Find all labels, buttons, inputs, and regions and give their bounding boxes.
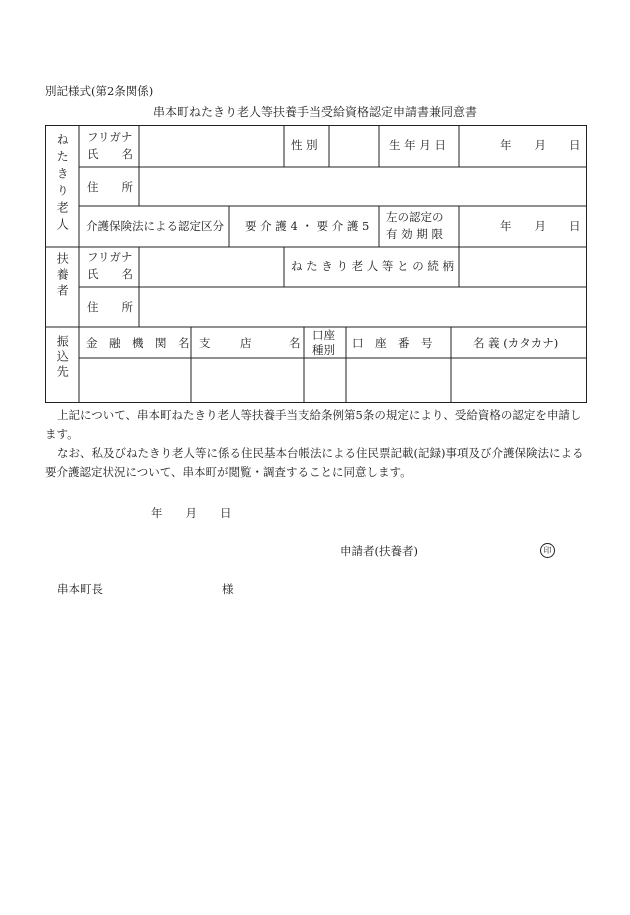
addressee-label: 串本町長 [57, 582, 103, 596]
consent-paragraph: なお、私及びねたきり老人等に係る住民基本台帳法による住民票記載(記録)事項及び介護保険法による要介護認定状況について、串本町が閲覧・調査することに同意します。 [45, 446, 584, 479]
account-type-header-2: 種別 [312, 343, 335, 357]
account-holder-field[interactable] [453, 360, 584, 401]
application-date[interactable]: 年 月 日 [151, 506, 232, 520]
supporter-name-label: 氏 名 [87, 267, 133, 281]
branch-name-field[interactable] [193, 360, 302, 401]
relationship-label: ね た き り 老 人 等 と の 続 柄 [291, 259, 455, 273]
supporter-name-field[interactable] [143, 249, 283, 285]
elderly-name-field[interactable] [143, 128, 283, 165]
account-number-field[interactable] [348, 360, 449, 401]
section-elderly-label: ねたきり老人 [55, 133, 70, 235]
supporter-address-label: 住 所 [87, 300, 133, 314]
branch-header-mid: 店 [240, 336, 252, 350]
birthdate-field[interactable]: 年 月 日 [500, 138, 581, 152]
name-label: 氏 名 [87, 147, 133, 161]
section-supporter-label: 扶養者 [55, 252, 70, 300]
applicant-label: 申請者(扶養者) [340, 544, 418, 558]
branch-header-left: 支 [199, 336, 211, 350]
account-type-header-1: 口座 [312, 328, 335, 342]
care-category-label: 介護保険法による認定区分 [86, 219, 224, 233]
validity-label-line2: 有 効 期 限 [386, 227, 443, 241]
validity-date-field[interactable]: 年 月 日 [500, 219, 581, 233]
bank-name-field[interactable] [81, 360, 189, 401]
supporter-address-field[interactable] [143, 289, 583, 325]
furigana-label: フリガナ [87, 130, 133, 144]
care-level-options[interactable]: 要 介 護 4 ・ 要 介 護 5 [245, 219, 370, 233]
application-table [45, 125, 587, 403]
section-transfer-label: 振込先 [55, 335, 70, 380]
elderly-address-field[interactable] [143, 169, 583, 204]
account-number-header: 口 座 番 号 [352, 336, 433, 350]
relationship-field[interactable] [462, 249, 584, 285]
account-holder-header: 名 義 (カタカナ) [473, 336, 559, 350]
seal-mark: 印 [540, 543, 555, 558]
page-title: 串本町ねたきり老人等扶養手当受給資格認定申請書兼同意書 [152, 105, 477, 119]
honorific-label: 様 [222, 582, 234, 596]
birthdate-label: 生 年 月 日 [389, 138, 446, 152]
form-label: 別記様式(第2条関係) [45, 84, 154, 98]
elderly-address-label: 住 所 [87, 180, 133, 194]
application-paragraph: 上記について、串本町ねたきり老人等扶養手当支給条例第5条の規定により、受給資格の認定を申請します。 [45, 408, 582, 441]
branch-header-right: 名 [289, 336, 301, 350]
supporter-furigana-label: フリガナ [87, 250, 133, 264]
gender-label: 性 別 [291, 138, 318, 152]
account-type-field[interactable] [306, 360, 344, 401]
bank-name-header: 金 融 機 関 名 [86, 336, 190, 350]
validity-label-line1: 左の認定の [386, 210, 444, 224]
gender-field[interactable] [332, 128, 377, 165]
